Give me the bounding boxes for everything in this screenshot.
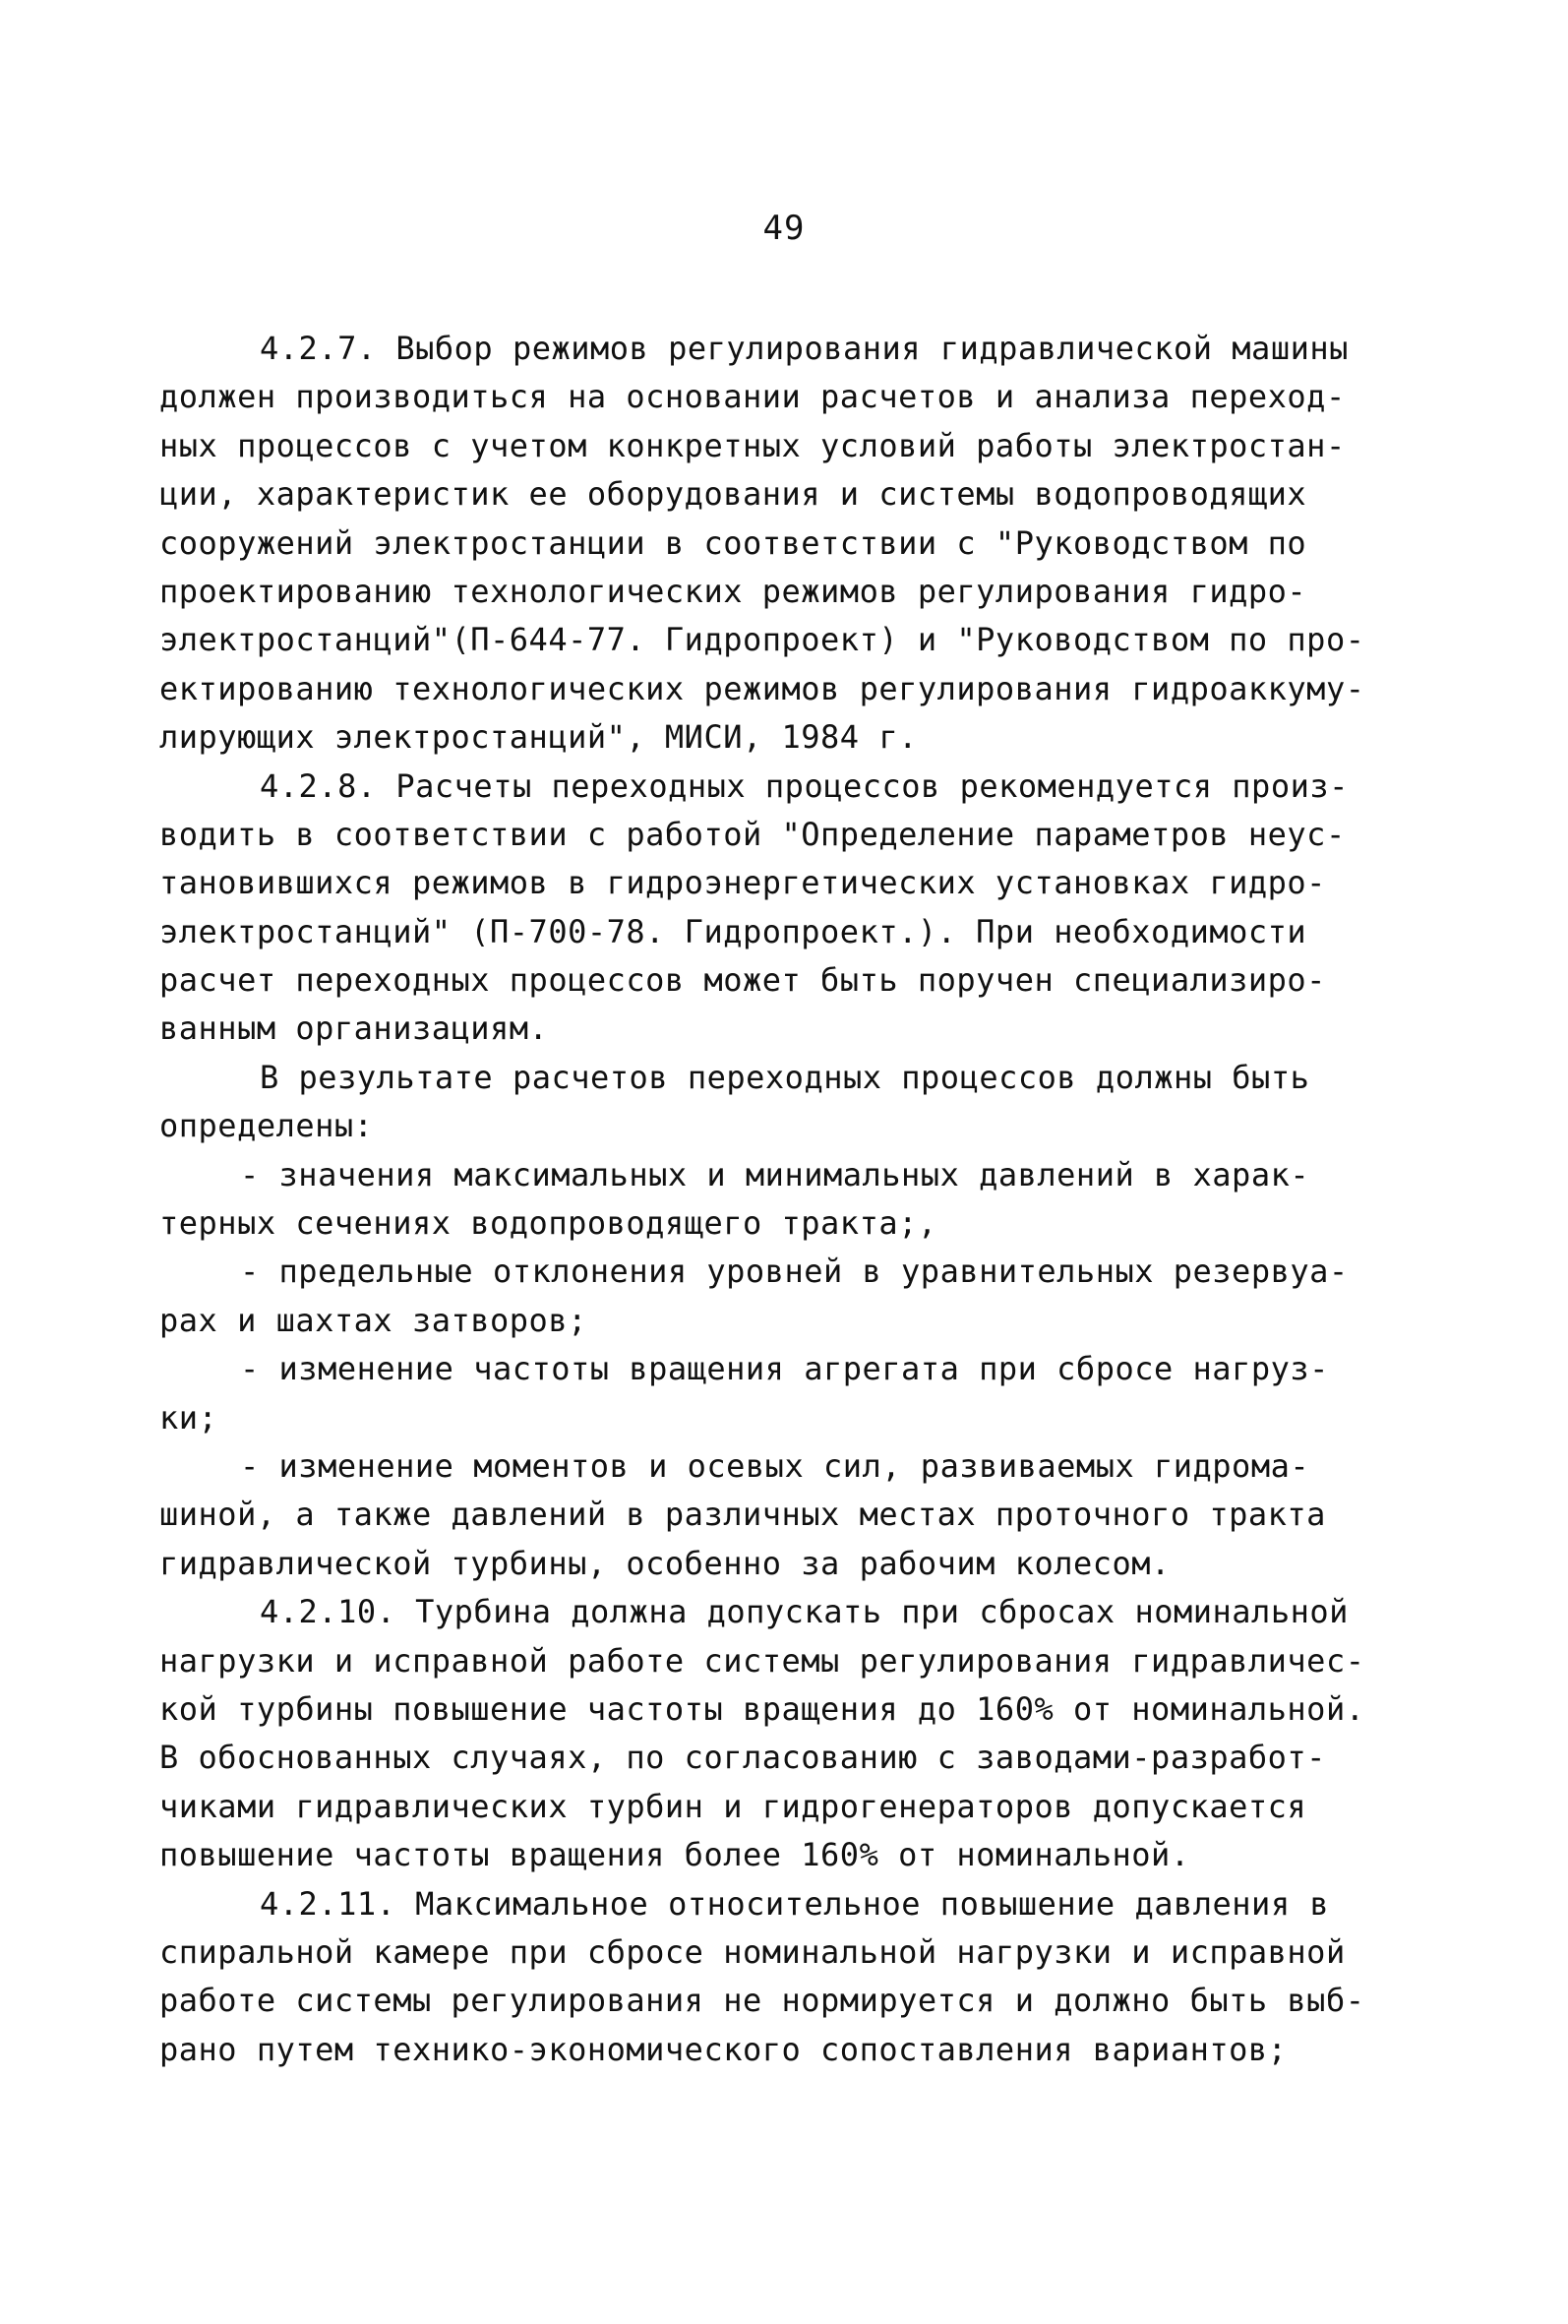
text-line: ции, характеристик ее оборудования и системы водопроводящих [159,475,1307,514]
text-line: 4.2.7. Выбор режимов регулирования гидравлической машины [260,330,1349,367]
text-line: расчет переходных процессов может быть поручен специализиро- [159,961,1326,1000]
text-line: сооружений электростанции в соответствии с "Руководством по [159,523,1307,562]
document-body [159,325,1418,2074]
text-line: ванным организациям. [159,1009,549,1048]
text-line: водить в соответствии с работой "Определение параметров неус- [159,815,1346,853]
text-line: терных сечениях водопроводящего тракта;, [159,1204,937,1243]
text-line: ки; [159,1398,218,1437]
text-line: нагрузки и исправной работе системы регулирования гидравличес- [159,1641,1365,1680]
text-line: определены: [159,1107,374,1145]
text-line: должен производиться на основании расчетов и анализа переход- [159,378,1346,416]
text-line: В обоснованных случаях, по согласованию с заводами-разработ- [159,1739,1326,1777]
text-line: 4.2.10. Турбина должна допускать при сбросах номинальной [260,1593,1349,1631]
text-line: работе системы регулирования не нормируется и должно быть выб- [159,1982,1365,2020]
text-line: шиной, а также давлений в различных местах проточного тракта [159,1496,1326,1534]
text-line: кой турбины повышение частоты вращения до 160% от номинальной. [159,1689,1365,1728]
text-line: - предельные отклонения уровней в уравнительных резервуа- [240,1253,1349,1291]
text-line: - изменение частоты вращения агрегата при сбросе нагруз- [240,1350,1329,1388]
text-line: ных процессов с учетом конкретных условий работы электростан- [159,426,1346,464]
text-line: повышение частоты вращения более 160% от номинальной. [159,1836,1190,1874]
text-line: ектированию технологических режимов регулирования гидроаккуму- [159,669,1365,707]
text-line: чиками гидравлических турбин и гидрогенераторов допускается [159,1787,1307,1825]
text-line: проектированию технологических режимов регулирования гидро- [159,572,1307,610]
text-line: электростанций" (П-700-78. Гидропроект.). При необходимости [159,912,1307,950]
text-line: тановившихся режимов в гидроэнергетических установках гидро- [159,864,1326,902]
text-line: лирующих электростанций", МИСИ, 1984 г. [159,718,918,757]
page-number: 49 [762,209,806,248]
text-line: спиральной камере при сбросе номинальной нагрузки и исправной [159,1932,1346,1971]
text-line: - значения максимальных и минимальных давлений в харак- [240,1155,1310,1193]
text-line: рано путем технико-экономического сопоставления вариантов; [159,2030,1288,2068]
text-line: электростанций"(П-644-77. Гидропроект) и "Руководством по про- [159,621,1365,659]
text-line: - изменение моментов и осевых сил, развиваемых гидрома- [240,1446,1310,1485]
text-line: рах и шахтах затворов; [159,1301,587,1339]
text-line: В результате расчетов переходных процессов должны быть [260,1058,1310,1096]
text-line: 4.2.11. Максимальное относительное повышение давления в [260,1884,1330,1923]
text-line: 4.2.8. Расчеты переходных процессов рекомендуется произ- [260,766,1349,805]
text-line: гидравлической турбины, особенно за рабочим колесом. [159,1544,1171,1582]
